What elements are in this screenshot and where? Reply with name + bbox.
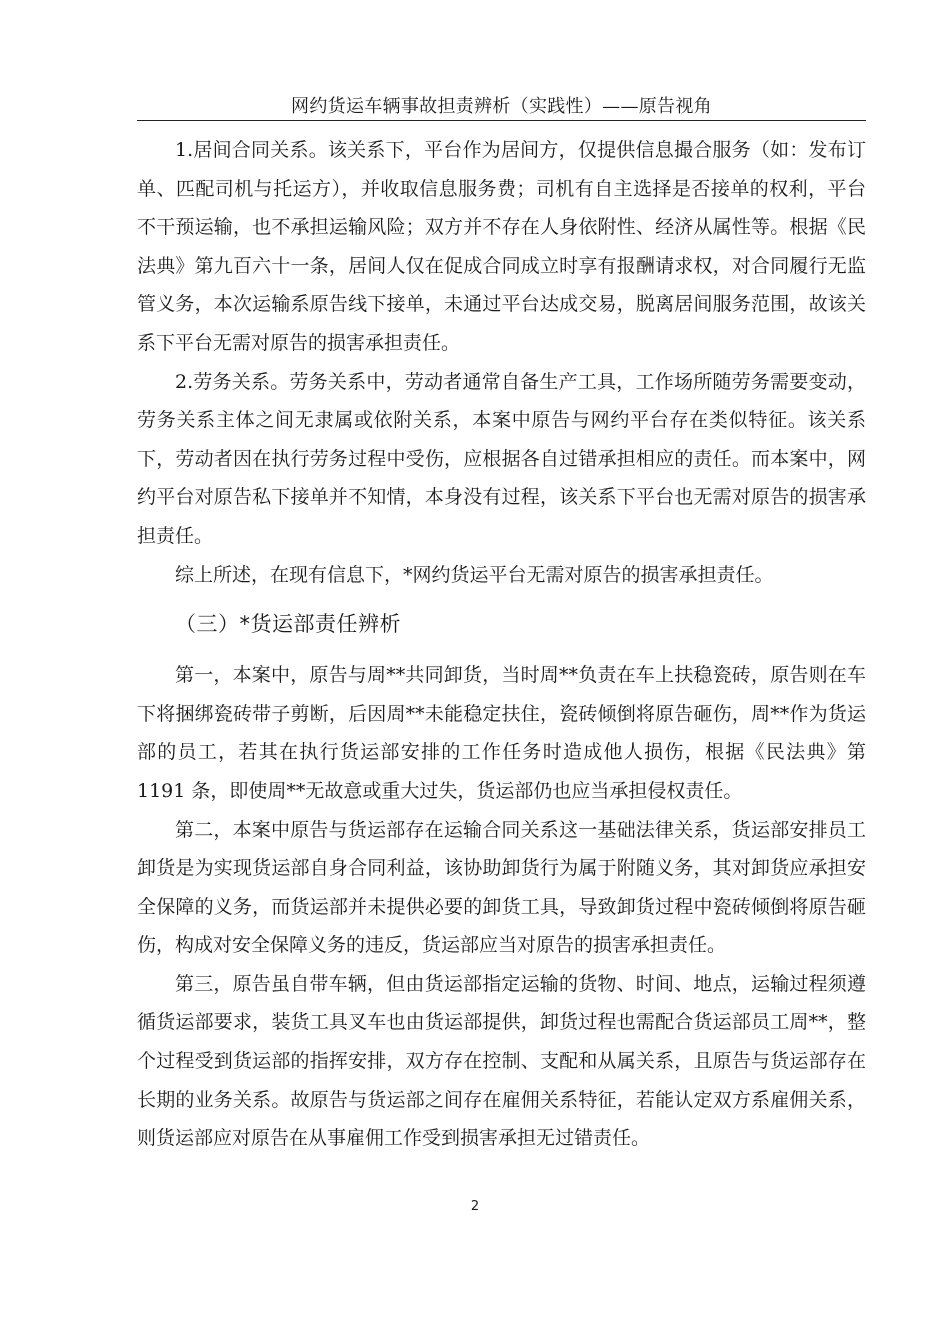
paragraph-first-point: 第一，本案中，原告与周**共同卸货，当时周**负责在车上扶稳瓷砖，原告则在车下将捆绑瓷砖带子剪断，后因周**未能稳定扶住，瓷砖倾倒将原告砸伤，周**作为货运部的员工，若其在执行货运部安排的工作任务时造成他人损伤，根据《民法典》第 1191 条，即使周**无故意或重大过失，货运部仍也应当承担侵权责任。 [137, 664, 866, 802]
header-rule [137, 120, 866, 121]
page-number: 2 [470, 1199, 480, 1214]
paragraph-third-point: 第三，原告虽自带车辆，但由货运部指定运输的货物、时间、地点，运输过程须遵循货运部要求，装货工具叉车也由货运部提供，卸货过程也需配合货运部员工周**，整个过程受到货运部的指挥安排，双方存在控制、支配和从属关系，且原告与货运部存在长期的业务关系。故原告与货运部之间存在雇佣关系特征，若能认定双方系雇佣关系，则货运部应对原告在从事雇佣工作受到损害承担无过错责任。 [137, 972, 866, 1150]
section-heading: （三）*货运部责任辨析 [175, 612, 401, 637]
running-header: 网约货运车辆事故担责辨析（实践性）——原告视角 [291, 96, 712, 117]
paragraph-labor-relationship: 2.劳务关系。劳务关系中，劳动者通常自备生产工具，工作场所随劳务需要变动，劳务关系主体之间无隶属或依附关系，本案中原告与网约平台存在类似特征。该关系下，劳动者因在执行劳务过程中受伤，应根据各自过错承担相应的责任。而本案中，网约平台对原告私下接单并不知情，本身没有过程，该关系下平台也无需对原告的损害承担责任。 [137, 370, 866, 547]
paragraph-summary: 综上所述，在现有信息下，*网约货运平台无需对原告的损害承担责任。 [175, 563, 774, 586]
paragraph-second-point: 第二，本案中原告与货运部存在运输合同关系这一基础法律关系，货运部安排员工卸货是为实现货运部自身合同利益，该协助卸货行为属于附随义务，其对卸货应承担安全保障的义务，而货运部并未提供必要的卸货工具，导致卸货过程中瓷砖倾倒将原告砸伤，构成对安全保障义务的违反，货运部应当对原告的损害承担责任。 [137, 818, 866, 957]
paragraph-intermediary-contract: 1.居间合同关系。该关系下，平台作为居间方，仅提供信息撮合服务（如：发布订单、匹配司机与托运方），并收取信息服务费；司机有自主选择是否接单的权利，平台不干预运输，也不承担运输风险；双方并不存在人身依附性、经济从属性等。根据《民法典》第九百六十一条，居间人仅在促成合同成立时享有报酬请求权，对合同履行无监管义务，本次运输系原告线下接单，未通过平台达成交易，脱离居间服务范围，故该关系下平台无需对原告的损害承担责任。 [137, 139, 866, 354]
document-body [137, 131, 866, 1158]
